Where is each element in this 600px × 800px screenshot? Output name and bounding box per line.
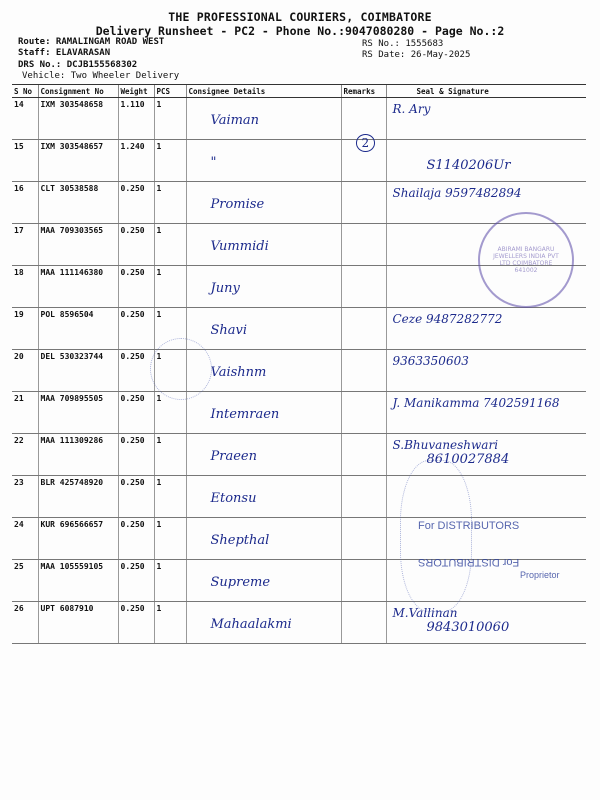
row-pcs: 1 — [154, 560, 186, 602]
round-company-seal: ABIRAMI BANGARU JEWELLERS INDIA PVT LTD COIMBATORE 641002 — [478, 212, 574, 308]
row-consignment-no: KUR 696566657 — [38, 518, 118, 560]
staff-label: Staff: ELAVARASAN — [18, 48, 111, 58]
row-sno: 16 — [12, 182, 38, 224]
row-consignee-cell — [186, 476, 341, 518]
row-weight: 1.110 — [118, 98, 154, 140]
col-header-weight: Weight — [118, 85, 154, 98]
faint-blue-stamp — [150, 338, 212, 400]
row-signature-cell — [386, 308, 586, 350]
row-sno: 18 — [12, 266, 38, 308]
row-remarks-cell — [341, 350, 386, 392]
row-remark-mark: 2 — [356, 134, 376, 152]
row-consignee-handwriting: Juny — [210, 281, 240, 296]
row-weight: 0.250 — [118, 224, 154, 266]
row-remarks-cell — [341, 136, 386, 182]
table-row — [12, 98, 586, 140]
row-consignment-no: BLR 425748920 — [38, 476, 118, 518]
row-weight: 0.250 — [118, 476, 154, 518]
row-sno: 22 — [12, 434, 38, 476]
row-consignee-cell — [186, 308, 341, 350]
row-pcs: 1 — [154, 266, 186, 308]
row-remarks-cell — [341, 266, 386, 308]
row-consignment-no: CLT 30538588 — [38, 182, 118, 224]
row-weight: 0.250 — [118, 182, 154, 224]
row-weight: 0.250 — [118, 350, 154, 392]
row-pcs: 1 — [154, 602, 186, 644]
row-consignee-handwriting: Vaiman — [210, 113, 260, 128]
row-consignee-handwriting: Intemraen — [210, 407, 280, 422]
row-pcs: 1 — [154, 224, 186, 266]
row-remarks-cell — [341, 308, 386, 350]
row-consignee-handwriting: " — [210, 155, 217, 170]
row-signature-cell — [386, 182, 586, 224]
row-sno: 20 — [12, 350, 38, 392]
row-signature-text: 9363350603 — [392, 354, 469, 368]
row-consignment-no: MAA 709303565 — [38, 224, 118, 266]
row-consignment-no: MAA 111309286 — [38, 434, 118, 476]
row-signature-text: S.Bhuvaneshwari — [392, 438, 499, 452]
row-weight: 0.250 — [118, 308, 154, 350]
row-remarks-cell — [341, 434, 386, 476]
row-signature-text: R. Ary — [392, 102, 431, 116]
row-remarks-cell — [341, 560, 386, 602]
document-subtitle: Delivery Runsheet - PC2 - Phone No.:9047080280 - Page No.:2 — [95, 24, 505, 38]
table-row — [12, 350, 586, 392]
row-sno: 21 — [12, 392, 38, 434]
row-sno: 14 — [12, 98, 38, 140]
row-consignee-cell — [186, 602, 341, 644]
row-pcs: 1 — [154, 182, 186, 224]
row-consignment-no: IXM 303548658 — [38, 98, 118, 140]
rs-number: RS No.: 1555683 — [362, 39, 444, 49]
table-row — [12, 602, 586, 644]
row-pcs: 1 — [154, 476, 186, 518]
row-consignment-no: UPT 6087910 — [38, 602, 118, 644]
row-consignee-cell — [186, 182, 341, 224]
row-sno: 25 — [12, 560, 38, 602]
row-remarks-cell — [341, 182, 386, 224]
row-consignee-handwriting: Shepthal — [210, 533, 270, 548]
row-weight: 0.250 — [118, 602, 154, 644]
row-signature-cell — [386, 98, 586, 140]
row-consignment-no: DEL 530323744 — [38, 350, 118, 392]
row-pcs: 1 — [154, 98, 186, 140]
row-pcs: 1 — [154, 350, 186, 392]
row-signature-cell — [386, 140, 586, 182]
row-weight: 0.250 — [118, 392, 154, 434]
row-sno: 26 — [12, 602, 38, 644]
row-sno: 19 — [12, 308, 38, 350]
row-consignee-handwriting: Shavi — [210, 323, 248, 338]
col-header-remarks: Remarks — [341, 85, 386, 98]
row-consignee-handwriting: Vaishnm — [210, 365, 267, 380]
row-weight: 0.250 — [118, 434, 154, 476]
row-remarks-cell — [341, 602, 386, 644]
row-consignment-no: MAA 709895505 — [38, 392, 118, 434]
row-consignee-cell — [186, 98, 341, 140]
row-consignee-handwriting: Supreme — [210, 575, 271, 590]
row-consignee-handwriting: Mahaalakmi — [210, 617, 292, 632]
row-consignee-handwriting: Praeen — [210, 449, 257, 464]
table-header-row — [12, 85, 586, 98]
row-signature-phone: 8610027884 — [426, 452, 510, 467]
col-header-sno: S No — [12, 85, 38, 98]
col-header-consignee: Consignee Details — [186, 85, 341, 98]
row-consignee-cell — [186, 266, 341, 308]
col-header-pcs: PCS — [154, 85, 186, 98]
table-row — [12, 476, 586, 518]
oval-blue-stamp — [400, 460, 472, 612]
row-consignee-handwriting: Promise — [210, 197, 265, 212]
row-signature-phone: S1140206Ur — [426, 158, 511, 173]
row-weight: 1.240 — [118, 140, 154, 182]
row-pcs: 1 — [154, 140, 186, 182]
table-row — [12, 308, 586, 350]
row-sno: 23 — [12, 476, 38, 518]
row-signature-phone: 9843010060 — [426, 620, 510, 635]
row-remarks-cell — [341, 518, 386, 560]
row-signature-text: J. Manikamma 7402591168 — [392, 396, 560, 410]
rs-date: RS Date: 26-May-2025 — [362, 50, 471, 60]
row-consignee-cell — [186, 560, 341, 602]
row-consignee-cell — [186, 140, 341, 182]
document-title: THE PROFESSIONAL COURIERS, COIMBATORE — [168, 10, 432, 24]
row-consignment-no: MAA 105559105 — [38, 560, 118, 602]
row-signature-text: Shailaja 9597482894 — [392, 186, 522, 200]
col-header-signature: Seal & Signature — [386, 85, 586, 98]
row-weight: 0.250 — [118, 560, 154, 602]
row-signature-cell — [386, 392, 586, 434]
row-remarks-cell — [341, 224, 386, 266]
row-pcs: 1 — [154, 518, 186, 560]
row-signature-text: M.Vallinan — [392, 606, 458, 620]
row-remarks-cell — [341, 476, 386, 518]
proprietor-label: Proprietor — [520, 570, 560, 580]
row-weight: 0.250 — [118, 266, 154, 308]
row-sno: 17 — [12, 224, 38, 266]
row-sno: 24 — [12, 518, 38, 560]
table-row — [12, 434, 586, 476]
row-pcs: 1 — [154, 392, 186, 434]
route-label: Route: RAMALINGAM ROAD WEST — [18, 37, 165, 47]
row-sno: 15 — [12, 140, 38, 182]
row-pcs: 1 — [154, 308, 186, 350]
row-consignee-cell — [186, 224, 341, 266]
row-pcs: 1 — [154, 434, 186, 476]
row-consignment-no: POL 8596504 — [38, 308, 118, 350]
row-consignment-no: MAA 111146380 — [38, 266, 118, 308]
drs-label: DRS No.: DCJB155568302 — [18, 60, 138, 70]
table-row — [12, 182, 586, 224]
row-signature-cell — [386, 602, 586, 644]
row-remarks-cell — [341, 392, 386, 434]
row-consignment-no: IXM 303548657 — [38, 140, 118, 182]
row-signature-text: Ceze 9487282772 — [392, 312, 503, 326]
row-consignee-cell — [186, 518, 341, 560]
table-row — [12, 392, 586, 434]
distributor-stamp-mirrored: For DISTRIBUTORS — [418, 556, 520, 568]
row-consignee-handwriting: Etonsu — [210, 491, 257, 506]
distributor-stamp: For DISTRIBUTORS — [418, 520, 520, 532]
col-header-consignment: Consignment No — [38, 85, 118, 98]
row-signature-cell — [386, 350, 586, 392]
row-weight: 0.250 — [118, 518, 154, 560]
row-consignee-cell — [186, 434, 341, 476]
table-row — [12, 140, 586, 182]
row-consignee-handwriting: Vummidi — [210, 239, 269, 254]
vehicle-label: Vehicle: Two Wheeler Delivery — [22, 71, 180, 81]
row-consignee-cell — [186, 392, 341, 434]
